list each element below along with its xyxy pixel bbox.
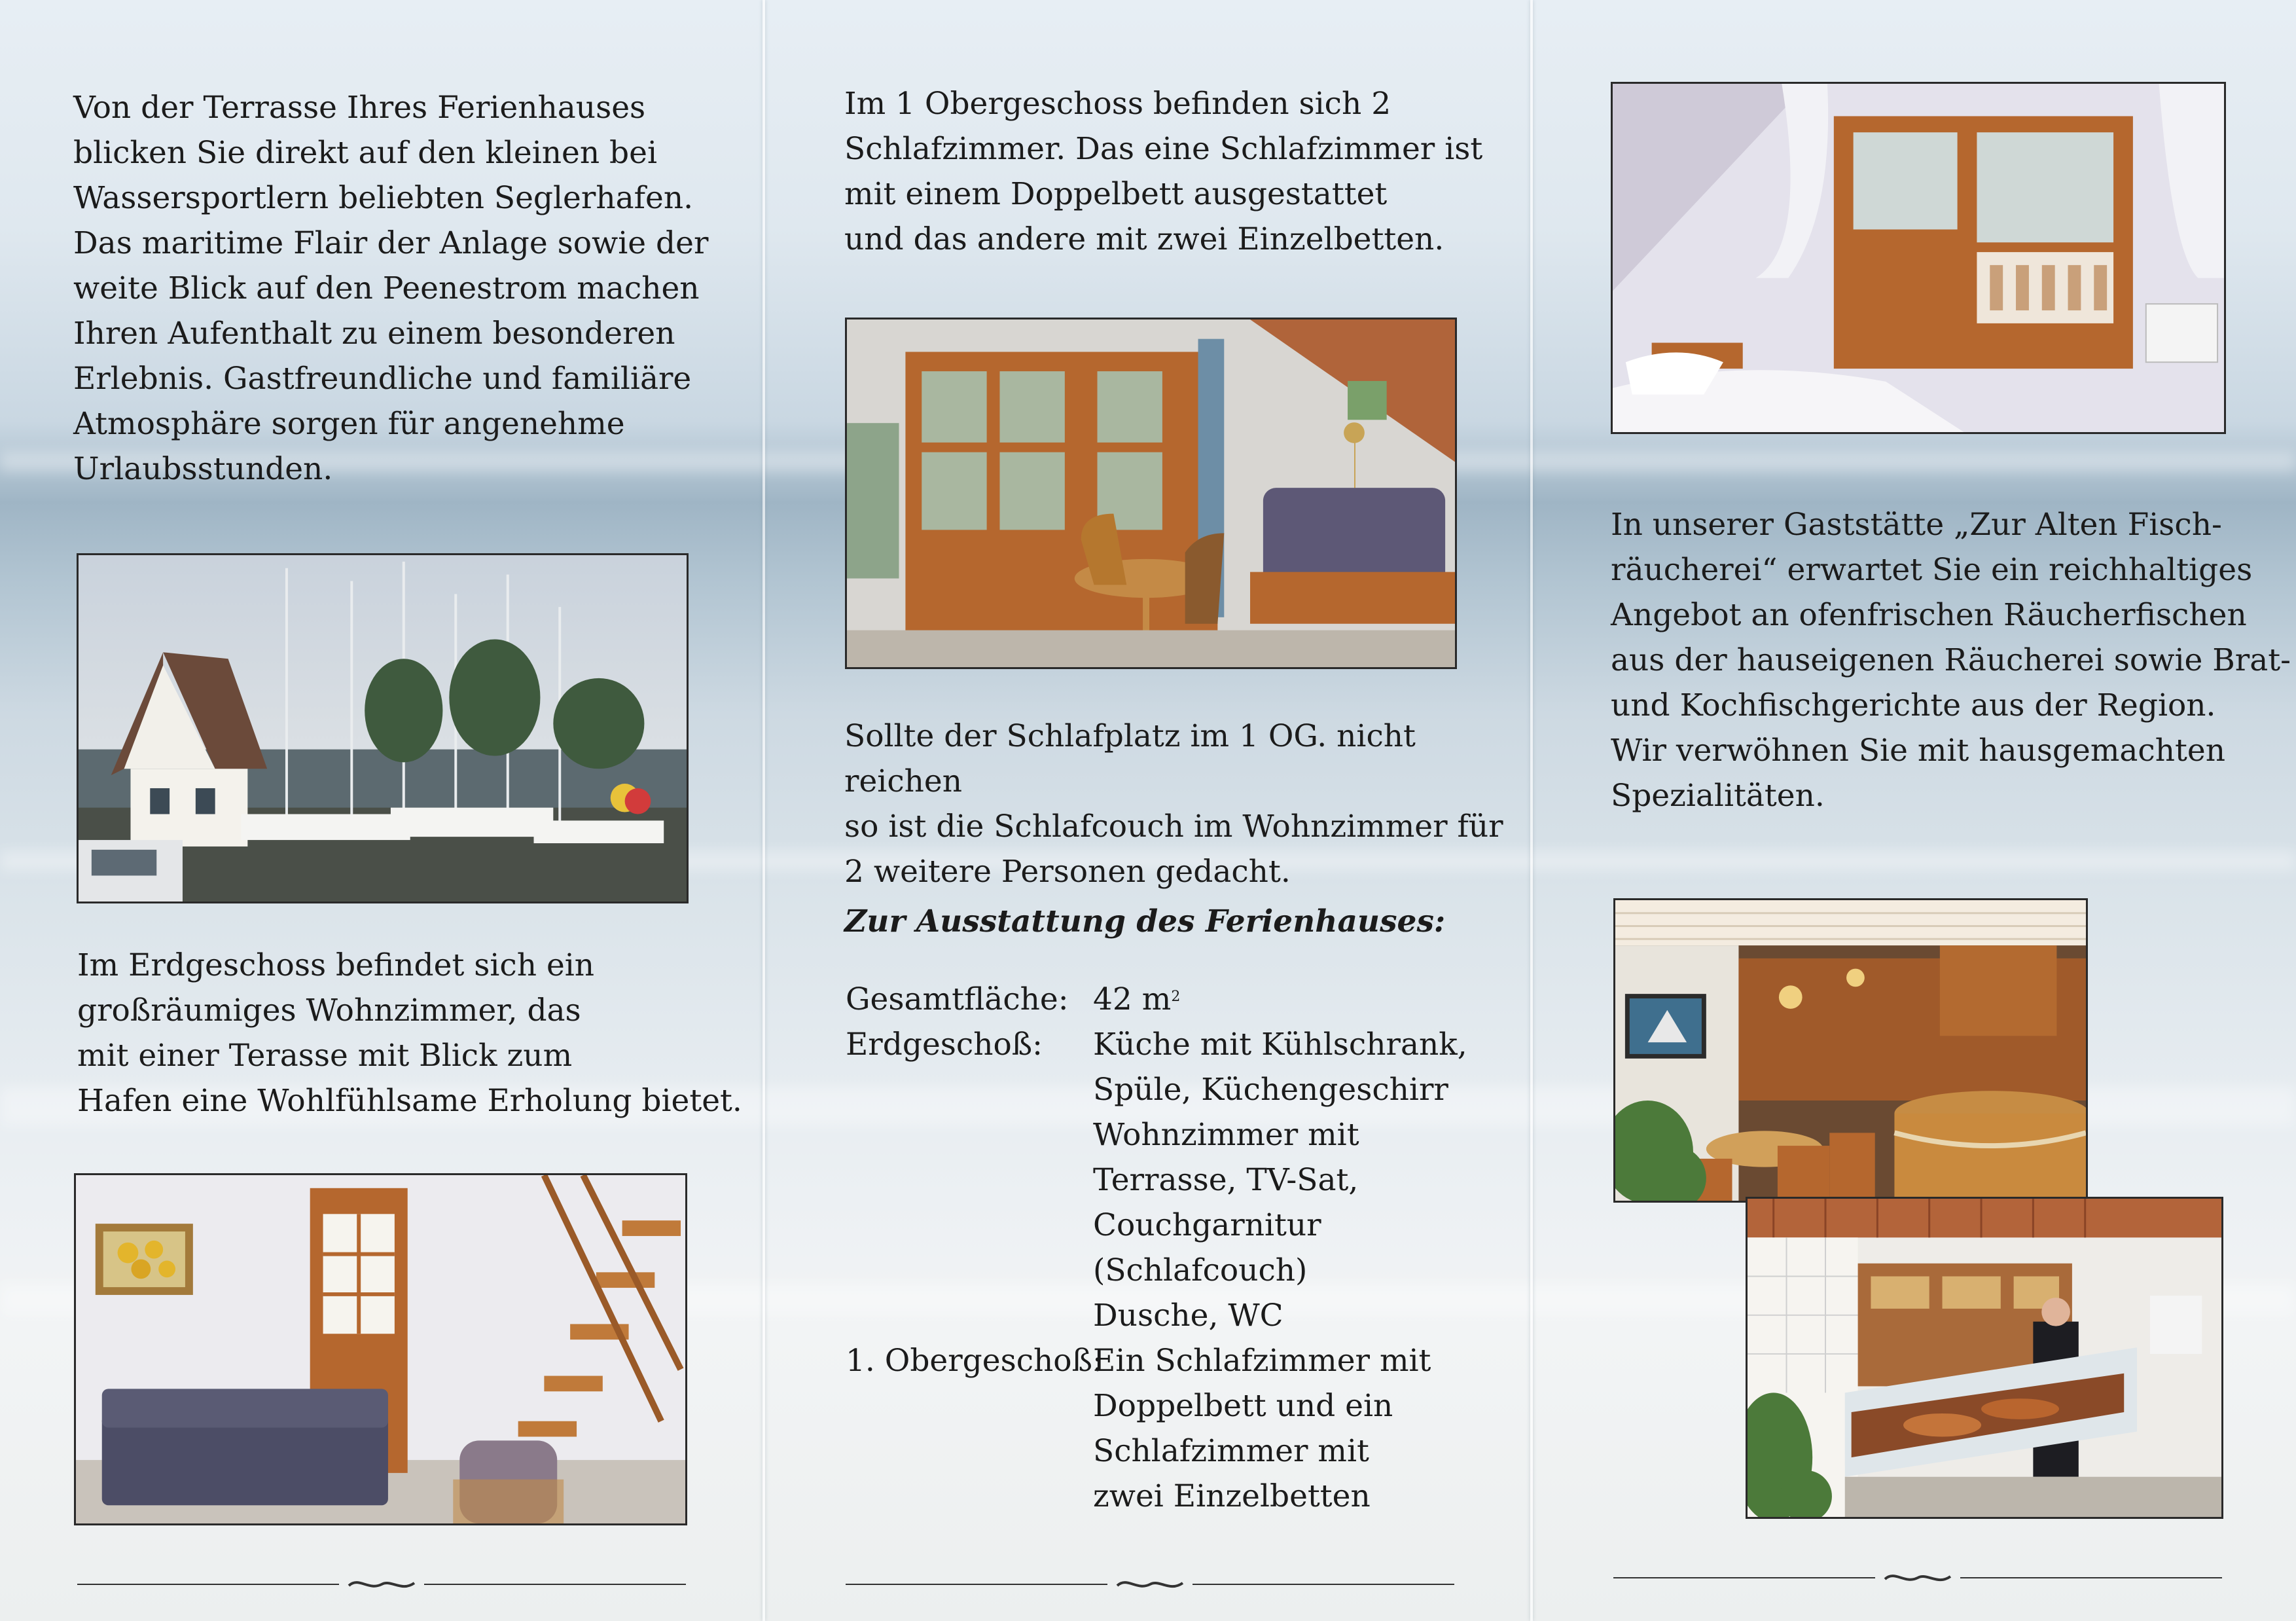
spec-list (846, 977, 1500, 1533)
spec-value-area (1093, 977, 1180, 1022)
fold-line-right (1530, 0, 1533, 1621)
living-room-photo (845, 318, 1457, 669)
living-room-stairs-photo (74, 1173, 687, 1525)
restaurant-paragraph: In unserer Gaststätte „Zur Alten Fisch- räucherei“ erwartet Sie ein reichhaltiges Angebot an ofenfrischen Räucherfischen aus der hauseigenen Räucherei sowie Brat- und Kochfischgerichte aus der Region. Wir verwöhnen Sie mit hausgemachten Spezialitäten. (1611, 507, 2291, 814)
spec-value-ground-floor: Küche mit Kühlschrank, Spüle, Küchengeschirr Wohnzimmer mit Terrasse, TV-Sat, Couchgarnitur (Schlafcouch) Dusche, WC (1093, 1027, 1467, 1334)
restaurant-interior-photo (1613, 898, 2088, 1203)
spec-label-ground-floor: Erdgeschoß: (846, 1027, 1043, 1063)
fold-line-left (762, 0, 765, 1621)
sofa-bed-paragraph: Sollte der Schlafplatz im 1 OG. nicht reichen so ist die Schlafcouch im Wohnzimmer für 2 weitere Personen gedacht. (844, 718, 1503, 890)
ground-floor-paragraph: Im Erdgeschoss befindet sich ein großräumiges Wohnzimmer, das mit einer Terasse mit Blick zum Hafen eine Wohlfühlsame Erholung bietet. (77, 947, 742, 1119)
divider-ornament-left (77, 1571, 686, 1597)
divider-ornament-right (1613, 1565, 2222, 1591)
harbor-photo (77, 553, 689, 903)
area-unit-exponent: 2 (1171, 989, 1181, 1005)
area-value: 42 m (1093, 981, 1172, 1017)
spec-label-area: Gesamtfläche: (846, 981, 1069, 1017)
equipment-heading: Zur Ausstattung des Ferienhauses: (844, 903, 1446, 939)
fish-counter-photo (1746, 1197, 2223, 1519)
spec-label-upper-floor: 1. Obergeschoß: (846, 1343, 1103, 1379)
bedroom-photo (1611, 82, 2226, 434)
divider-ornament-middle (846, 1571, 1454, 1597)
upper-floor-paragraph: Im 1 Obergeschoss befinden sich 2 Schlafzimmer. Das eine Schlafzimmer ist mit einem Doppelbett ausgestattet und das andere mit zwei Einzelbetten. (844, 86, 1483, 257)
spec-value-upper-floor: Ein Schlafzimmer mit Doppelbett und ein Schlafzimmer mit zwei Einzelbetten (1093, 1343, 1431, 1514)
intro-paragraph: Von der Terrasse Ihres Ferienhauses blicken Sie direkt auf den kleinen bei Wassersportlern beliebten Seglerhafen. Das maritime Flair der Anlage sowie der weite Blick auf den Peenestrom machen Ihren Aufenthalt zu einem besonderen Erlebnis. Gastfreundliche und familiäre Atmosphäre sorgen für angenehme Urlaubsstunden. (73, 90, 709, 487)
